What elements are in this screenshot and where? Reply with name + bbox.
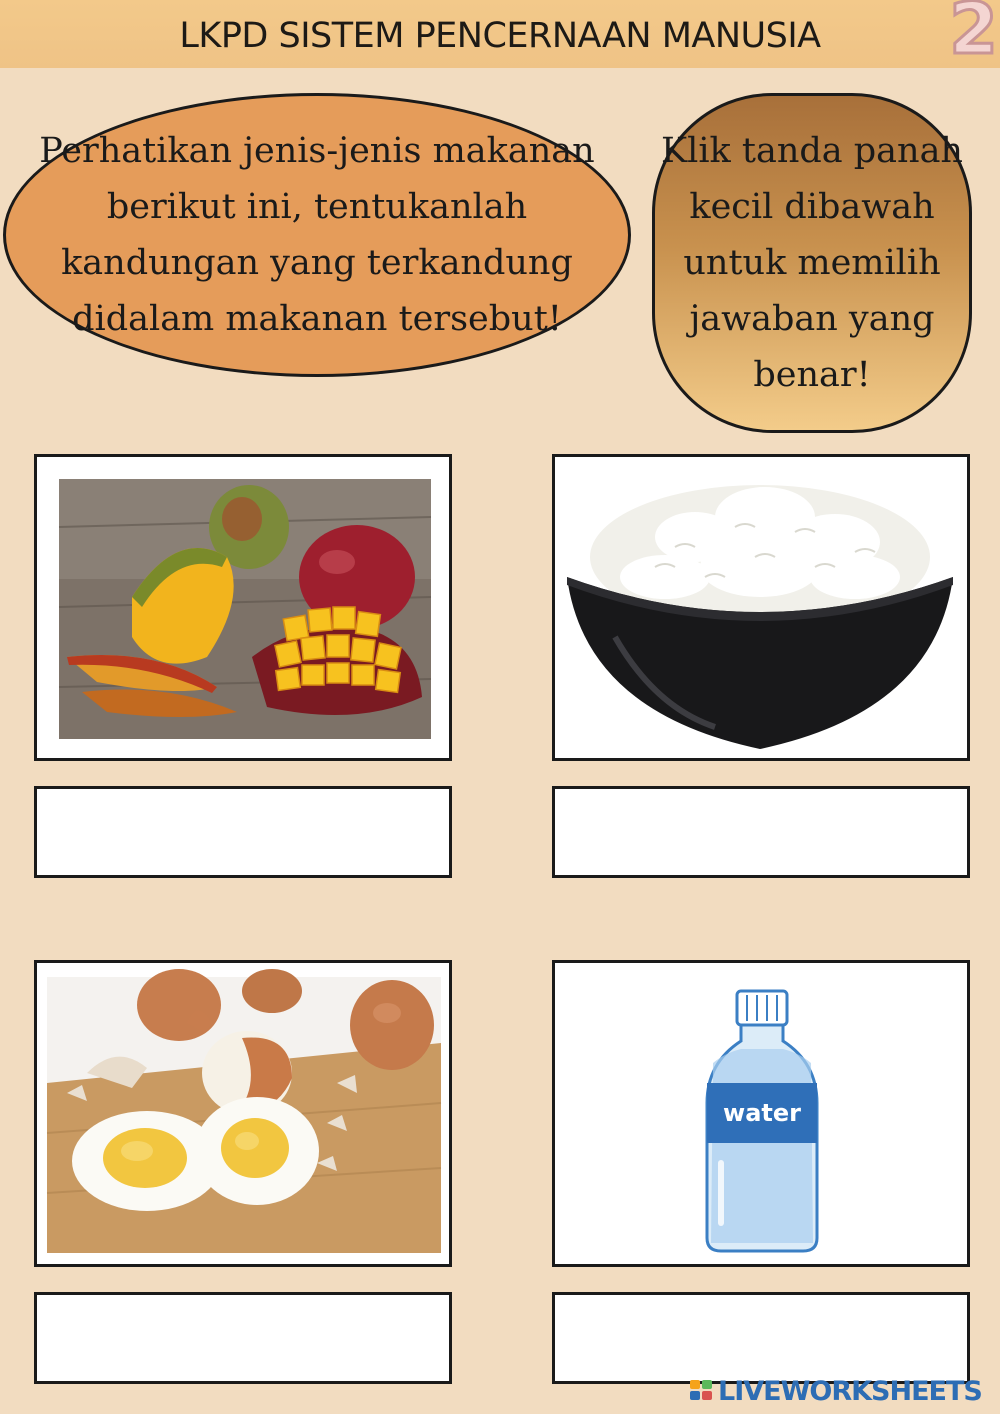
egg-image <box>37 963 449 1264</box>
logo-text: LIVEWORKSHEETS <box>718 1375 982 1407</box>
liveworksheets-logo <box>690 1374 996 1408</box>
instruction-line: untuk memilih <box>683 243 941 283</box>
egg-card <box>34 960 452 1267</box>
instruction-line: berikut ini, tentukanlah <box>106 187 528 227</box>
page-number: 2 <box>949 0 998 70</box>
egg-answer-box[interactable] <box>34 1292 452 1384</box>
instruction-line: kandungan yang terkandung <box>61 243 573 283</box>
instruction-bubble-left <box>3 93 631 377</box>
instruction-line: jawaban yang <box>689 299 935 339</box>
water-bottle-image <box>555 963 967 1264</box>
page-title: LKPD SISTEM PENCERNAAN MANUSIA <box>179 16 821 56</box>
instruction-bubble-right <box>652 93 972 433</box>
water-answer-box[interactable] <box>552 1292 970 1384</box>
page-header <box>0 0 1000 68</box>
instruction-line: benar! <box>753 355 871 395</box>
rice-answer-box[interactable] <box>552 786 970 878</box>
mango-card <box>34 454 452 761</box>
rice-card <box>552 454 970 761</box>
instruction-line: kecil dibawah <box>689 187 935 227</box>
water-card <box>552 960 970 1267</box>
mango-image <box>37 457 449 758</box>
bottle-label: water <box>723 1099 801 1127</box>
instruction-line: Perhatikan jenis-jenis makanan <box>39 131 595 171</box>
rice-image <box>555 457 967 758</box>
instruction-line: didalam makanan tersebut! <box>72 299 562 339</box>
liveworksheets-logo-icon <box>690 1380 714 1402</box>
instruction-line: Klik tanda panah <box>661 131 963 171</box>
mango-answer-box[interactable] <box>34 786 452 878</box>
